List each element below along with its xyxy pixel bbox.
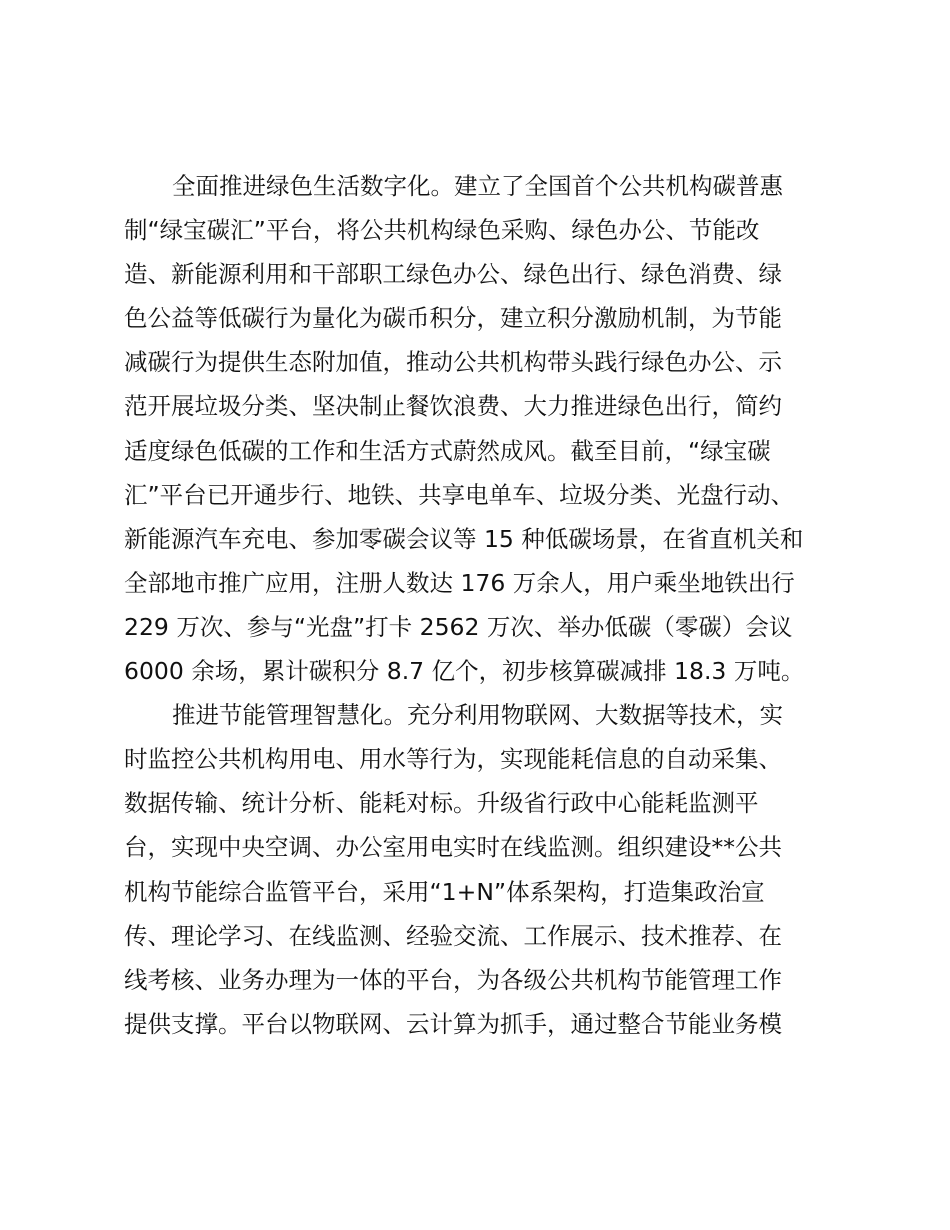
- paragraph-line: 传、理论学习、在线监测、经验交流、工作展示、技术推荐、在: [124, 921, 782, 950]
- paragraph-line: 制“绿宝碳汇”平台，将公共机构绿色采购、绿色办公、节能改: [124, 216, 760, 245]
- paragraph-green-life-digitalization: [124, 164, 844, 693]
- body-text: [124, 164, 844, 1046]
- paragraph-line: 全面推进绿色生活数字化。建立了全国首个公共机构碳普惠: [172, 172, 783, 200]
- paragraph-line: 范开展垃圾分类、坚决制止餐饮浪费、大力推进绿色出行，简约: [124, 392, 782, 421]
- paragraph-line: 适度绿色低碳的工作和生活方式蔚然成风。截至目前，“绿宝碳: [124, 436, 771, 465]
- paragraph-line: 229 万次、参与“光盘”打卡 2562 万次、举办低碳（零碳）会议: [124, 612, 793, 641]
- paragraph-line: 汇”平台已开通步行、地铁、共享电单车、垃圾分类、光盘行动、: [124, 480, 795, 509]
- paragraph-line: 提供支撑。平台以物联网、云计算为抓手，通过整合节能业务模: [124, 1009, 782, 1038]
- paragraph-energy-management-smart: [124, 693, 844, 1046]
- paragraph-line: 数据传输、统计分析、能耗对标。升级省行政中心能耗监测平: [124, 789, 759, 818]
- paragraph-line: 造、新能源利用和干部职工绿色办公、绿色出行、绿色消费、绿: [124, 260, 782, 289]
- paragraph-line: 台，实现中央空调、办公室用电实时在线监测。组织建设**公共: [124, 833, 782, 862]
- paragraph-line: 减碳行为提供生态附加值，推动公共机构带头践行绿色办公、示: [124, 348, 782, 377]
- paragraph-line: 线考核、业务办理为一体的平台，为各级公共机构节能管理工作: [124, 965, 782, 994]
- paragraph-line: 全部地市推广应用，注册人数达 176 万余人，用户乘坐地铁出行: [124, 568, 795, 597]
- paragraph-line: 推进节能管理智慧化。充分利用物联网、大数据等技术，实: [172, 701, 783, 730]
- paragraph-line: 色公益等低碳行为量化为碳币积分，建立积分激励机制，为节能: [124, 304, 782, 333]
- paragraph-line: 6000 余场，累计碳积分 8.7 亿个，初步核算碳减排 18.3 万吨。: [124, 657, 805, 686]
- paragraph-line: 新能源汽车充电、参加零碳会议等 15 种低碳场景，在省直机关和: [124, 524, 804, 553]
- paragraph-line: 机构节能综合监管平台，采用“1+N”体系架构，打造集政治宣: [124, 877, 765, 906]
- paragraph-line: 时监控公共机构用电、用水等行为，实现能耗信息的自动采集、: [124, 745, 782, 774]
